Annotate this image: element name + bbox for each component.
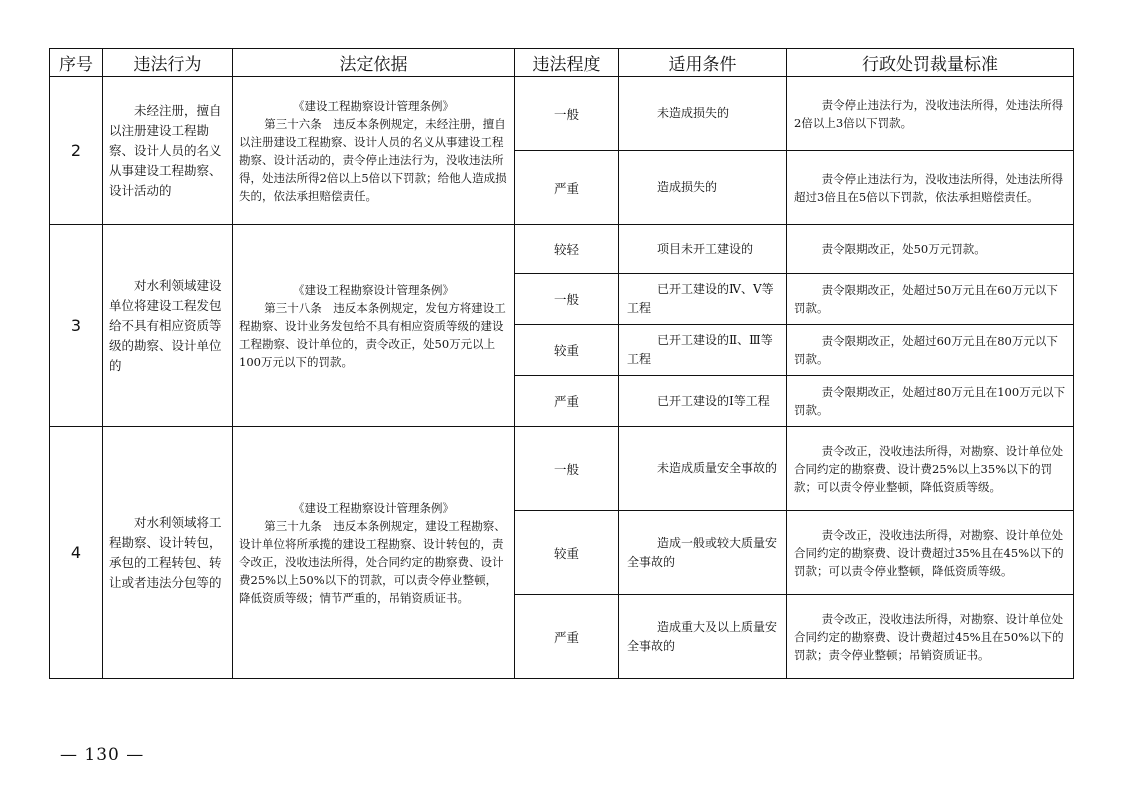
level-condition: 已开工建设的Ⅱ、Ⅲ等工程 (619, 325, 787, 376)
level-degree: 较轻 (515, 225, 619, 274)
level-degree: 较重 (515, 325, 619, 376)
level-standard: 责令改正，没收违法所得，对勘察、设计单位处合同约定的勘察费、设计费超过35%且在45%以下的罚款；可以责令停业整顿，降低资质等级。 (787, 511, 1074, 595)
header-behavior: 违法行为 (103, 49, 233, 77)
page-number: — 130 — (60, 745, 145, 765)
row-basis (233, 77, 515, 225)
level-standard: 责令限期改正，处超过80万元且在100万元以下罚款。 (787, 376, 1074, 427)
law-title: 《建设工程勘察设计管理条例》 (293, 98, 454, 113)
level-condition: 未造成损失的 (619, 77, 787, 151)
row-behavior: 对水利领域将工程勘察、设计转包，承包的工程转包、转让或者违法分包等的 (103, 427, 233, 679)
law-title: 《建设工程勘察设计管理条例》 (293, 500, 454, 515)
level-standard: 责令改正，没收违法所得，对勘察、设计单位处合同约定的勘察费、设计费25%以上35%以下的罚款；可以责令停业整顿，降低资质等级。 (787, 427, 1074, 511)
table-row (50, 77, 1074, 151)
level-condition: 造成损失的 (619, 151, 787, 225)
level-condition: 已开工建设的Ⅳ、Ⅴ等工程 (619, 274, 787, 325)
level-condition: 造成一般或较大质量安全事故的 (619, 511, 787, 595)
header-condition: 适用条件 (619, 49, 787, 77)
header-basis: 法定依据 (233, 49, 515, 77)
level-degree: 较重 (515, 511, 619, 595)
level-condition: 未造成质量安全事故的 (619, 427, 787, 511)
level-degree: 一般 (515, 427, 619, 511)
header-degree: 违法程度 (515, 49, 619, 77)
law-article: 第三十八条 违反本条例规定，发包方将建设工程勘察、设计业务发包给不具有相应资质等级的建设工程勘察、设计单位的，责令改正，处50万元以上100万元以下的罚款。 (239, 300, 506, 369)
table-row (50, 427, 1074, 511)
level-standard: 责令停止违法行为，没收违法所得，处违法所得2倍以上3倍以下罚款。 (787, 77, 1074, 151)
header-seq: 序号 (50, 49, 103, 77)
law-article: 第三十九条 违反本条例规定，建设工程勘察、设计单位将所承揽的建设工程勘察、设计转包的，责令改正，没收违法所得，处合同约定的勘察费、设计费25%以上50%以下的罚款，可以责令停业整顿，降低资质等级；情节严重的，吊销资质证书。 (239, 518, 506, 605)
table-header-row (50, 49, 1074, 77)
level-standard: 责令改正，没收违法所得，对勘察、设计单位处合同约定的勘察费、设计费超过45%且在50%以下的罚款；责令停业整顿；吊销资质证书。 (787, 595, 1074, 679)
row-behavior: 对水利领域建设单位将建设工程发包给不具有相应资质等级的勘察、设计单位的 (103, 225, 233, 427)
level-condition: 造成重大及以上质量安全事故的 (619, 595, 787, 679)
row-seq: 4 (50, 427, 103, 679)
row-behavior: 未经注册，擅自以注册建设工程勘察、设计人员的名义从事建设工程勘察、设计活动的 (103, 77, 233, 225)
law-article: 第三十六条 违反本条例规定，未经注册，擅自以注册建设工程勘察、设计人员的名义从事建设工程勘察、设计活动的，责令停止违法行为，没收违法所得，处违法所得2倍以上5倍以下罚款；给他人造成损失的，依法承担赔偿责任。 (239, 116, 507, 203)
level-degree: 一般 (515, 77, 619, 151)
level-condition: 项目未开工建设的 (619, 225, 787, 274)
row-basis (233, 427, 515, 679)
law-title: 《建设工程勘察设计管理条例》 (293, 282, 454, 297)
level-condition: 已开工建设的Ⅰ等工程 (619, 376, 787, 427)
level-standard: 责令限期改正，处超过50万元且在60万元以下罚款。 (787, 274, 1074, 325)
level-degree: 严重 (515, 376, 619, 427)
level-standard: 责令限期改正，处超过60万元且在80万元以下罚款。 (787, 325, 1074, 376)
level-degree: 一般 (515, 274, 619, 325)
header-standard: 行政处罚裁量标准 (787, 49, 1074, 77)
level-degree: 严重 (515, 151, 619, 225)
penalty-standard-table (49, 48, 1074, 679)
row-basis (233, 225, 515, 427)
level-degree: 严重 (515, 595, 619, 679)
level-standard: 责令限期改正，处50万元罚款。 (787, 225, 1074, 274)
row-seq: 3 (50, 225, 103, 427)
row-seq: 2 (50, 77, 103, 225)
level-standard: 责令停止违法行为，没收违法所得，处违法所得超过3倍且在5倍以下罚款，依法承担赔偿责任。 (787, 151, 1074, 225)
table-row (50, 225, 1074, 274)
